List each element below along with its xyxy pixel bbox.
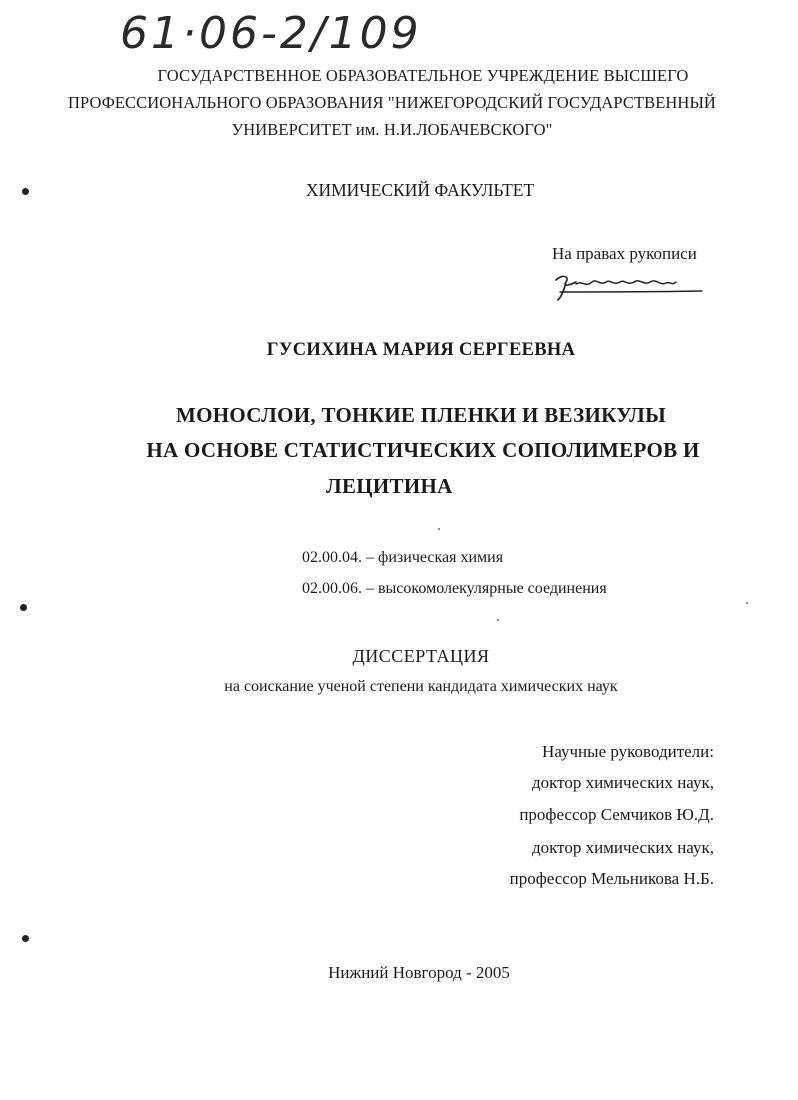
binder-hole-mark-bottom (22, 935, 29, 942)
institution-line-3: УНИВЕРСИТЕТ им. Н.И.ЛОБАЧЕВСКОГО" (231, 120, 553, 139)
institution-line-1: ГОСУДАРСТВЕННОЕ ОБРАЗОВАТЕЛЬНОЕ УЧРЕЖДЕНИЕ ВЫСШЕГО (157, 66, 689, 85)
scan-speck (438, 528, 440, 530)
degree-sought: на соискание ученой степени кандидата химических наук (224, 678, 618, 695)
scan-speck (497, 619, 499, 621)
handwritten-catalog-number: 61·06-2/109 (120, 8, 422, 59)
thesis-title-line-1: МОНОСЛОИ, ТОНКИЕ ПЛЕНКИ И ВЕЗИКУЛЫ (175, 403, 667, 427)
author-signature (552, 270, 712, 304)
manuscript-rights-note: На правах рукописи (552, 244, 697, 263)
supervisor-1-degree: доктор химических наук, (531, 773, 714, 792)
specialty-code-1: 02.00.04. – физическая химия (302, 549, 504, 566)
supervisor-1-name: профессор Семчиков Ю.Д. (519, 805, 714, 824)
city-and-year: Нижний Новгород - 2005 (328, 963, 510, 982)
specialty-code-2: 02.00.06. – высокомолекулярные соединения (302, 580, 607, 597)
binder-hole-mark-middle (20, 604, 27, 611)
faculty-name: ХИМИЧЕСКИЙ ФАКУЛЬТЕТ (305, 180, 535, 200)
signature-icon (552, 270, 712, 304)
document-type: ДИССЕРТАЦИЯ (352, 646, 490, 666)
author-name: ГУСИХИНА МАРИЯ СЕРГЕЕВНА (266, 340, 576, 360)
thesis-title-line-2: НА ОСНОВЕ СТАТИСТИЧЕСКИХ СОПОЛИМЕРОВ И (146, 438, 700, 462)
scan-speck (746, 602, 748, 604)
thesis-title-line-3: ЛЕЦИТИНА (326, 474, 453, 498)
supervisor-2-name: профессор Мельникова Н.Б. (509, 869, 714, 888)
binder-hole-mark-top (22, 188, 29, 195)
institution-line-2: ПРОФЕССИОНАЛЬНОГО ОБРАЗОВАНИЯ "НИЖЕГОРОДСКИЙ ГОСУДАРСТВЕННЫЙ (68, 93, 716, 112)
supervisors-heading: Научные руководители: (542, 742, 714, 761)
supervisor-2-degree: доктор химических наук, (531, 838, 714, 857)
